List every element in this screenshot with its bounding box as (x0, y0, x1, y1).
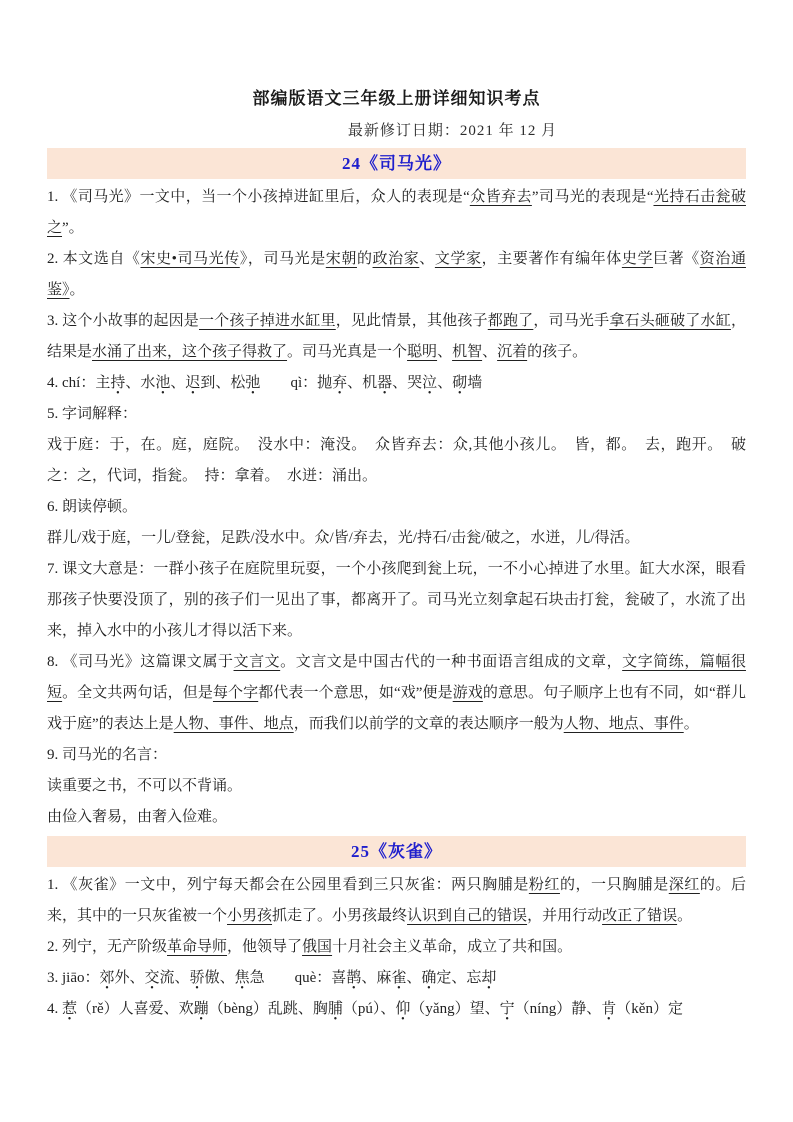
text-run: 巨著《 (653, 251, 700, 267)
text-run: 。 (69, 282, 85, 298)
underlined-text: 聪明 (407, 344, 438, 360)
emphasized-char: 骄 (189, 970, 205, 986)
text-run: 的 (356, 251, 373, 267)
text-run: qì：抛 (260, 375, 333, 391)
paragraph (47, 932, 746, 963)
underlined-text: 宋史•司马光传 (140, 251, 240, 267)
emphasized-char: 弛 (245, 375, 261, 391)
underlined-text: 光持石击瓮破之 (47, 189, 746, 236)
text-run: 。文言文是中国古代的一种书面语言组成的文章， (280, 654, 623, 670)
text-run: ，见此情景，其他孩子 (335, 313, 488, 329)
emphasized-char: 交 (144, 970, 160, 986)
emphasized-char: 弃 (332, 375, 348, 391)
text-run: 抓走了。小男孩最终 (272, 908, 408, 924)
text-run: ，结果是 (47, 313, 746, 360)
emphasized-char: 泣 (422, 375, 438, 391)
text-run: （yǎng）望、 (410, 1001, 500, 1017)
paragraph (47, 802, 746, 833)
text-run: ”司马光的表现是“ (531, 189, 654, 205)
text-run: （rě）人喜爱、欢 (77, 1001, 194, 1017)
paragraph (47, 430, 746, 492)
text-run: 的。后来，其中的一只灰雀被一个 (47, 877, 746, 924)
underlined-text: 每个字 (212, 685, 259, 701)
text-run: 的孩子。 (527, 344, 588, 360)
paragraph (47, 368, 746, 399)
emphasized-char: 蹦 (193, 1001, 209, 1017)
text-run: 的意思。句子顺序上也有不同，如“群儿戏于庭”的表达上是 (47, 685, 746, 732)
emphasized-char: 器 (377, 375, 393, 391)
text-run: ，他领导了 (227, 939, 303, 955)
underlined-text: 一个孩子掉进水缸里 (198, 313, 336, 329)
text-run: 群儿/戏于庭，一儿/登瓮，足跌/没水中。众/皆/弃去，光/持石/击瓮/破之，水迸，儿/得活。 (47, 530, 640, 546)
emphasized-char: 宁 (499, 1001, 515, 1017)
emphasized-char: 池 (155, 375, 171, 391)
revision-date: 最新修订日期：2021 年 12 月 (347, 123, 558, 139)
underlined-text: 革命导师 (167, 939, 228, 955)
paragraph (47, 244, 746, 306)
text-run: （kěn）定 (616, 1001, 683, 1017)
underlined-text: 宋朝 (325, 251, 357, 267)
text-run: 》，司马光是 (239, 251, 326, 267)
underlined-text: 机智 (452, 344, 483, 360)
text-run: ，主要著作有编年体 (481, 251, 622, 267)
emphasized-char: 仰 (395, 1001, 411, 1017)
text-run: 2. 本文选自《 (47, 251, 141, 267)
text-run: 读重要之书，不可以不背诵。 (47, 778, 243, 794)
document-title: 部编版语文三年级上册详细知识考点 (252, 89, 541, 108)
underlined-text: 改正了错误 (602, 908, 678, 924)
underlined-text: 认识到自己的错误 (407, 908, 528, 924)
paragraph (47, 182, 746, 244)
text-run: 。 (683, 716, 699, 732)
text-run: （bèng）乱跳、胸 (208, 1001, 328, 1017)
text-run: 。全文共两句话，但是 (62, 685, 213, 701)
text-run: 4. chí：主 (47, 375, 111, 391)
paragraph (47, 870, 746, 932)
text-run: 、麻 (361, 970, 392, 986)
text-run: ”。 (62, 220, 84, 236)
underlined-text: 政治家 (372, 251, 420, 267)
paragraph (47, 554, 746, 647)
text-run: 、 (406, 970, 422, 986)
text-run: 3. 这个小故事的起因是 (47, 313, 199, 329)
paragraph (47, 963, 746, 994)
text-run: 流、 (159, 970, 190, 986)
text-run: 由俭入奢易，由奢入俭难。 (47, 809, 228, 825)
underlined-text: 拿石头砸破了水缸 (609, 313, 731, 329)
text-run: 、 (437, 344, 453, 360)
text-run: 9. 司马光的名言： (47, 747, 168, 763)
text-run: 4. (47, 1001, 62, 1017)
text-run: ，而我们以前学的文章的表达顺序一般为 (293, 716, 564, 732)
text-run: què：喜 (264, 970, 347, 986)
emphasized-char: 砌 (452, 375, 468, 391)
underlined-text: 资治通鉴》 (47, 251, 746, 298)
text-run: 、水 (125, 375, 156, 391)
text-run: 1. 《灰雀》一文中，列宁每天都会在公园里看到三只灰雀：两只胸脯是 (47, 877, 529, 893)
underlined-text: 都跑了 (487, 313, 534, 329)
text-run: 傲、 (204, 970, 235, 986)
text-run: 定、忘 (436, 970, 482, 986)
emphasized-char: 却 (481, 970, 497, 986)
text-run: 5. 字词解释： (47, 406, 138, 422)
underlined-text: 俄国 (302, 939, 333, 955)
text-run: 1. 《司马光》一文中，当一个小孩掉进缸里后，众人的表现是“ (47, 189, 470, 205)
paragraph (47, 306, 746, 368)
underlined-text: 人物、地点、事件 (563, 716, 684, 732)
paragraph (47, 523, 746, 554)
underlined-text: 文学家 (434, 251, 482, 267)
text-run: ，并用行动 (527, 908, 603, 924)
text-run: 。司马光真是一个 (287, 344, 408, 360)
text-run: 2. 列宁，无产阶级 (47, 939, 168, 955)
underlined-text: 文字简练，篇幅很短 (47, 654, 746, 701)
text-run: 到、松 (200, 375, 246, 391)
emphasized-char: 脯 (327, 1001, 343, 1017)
text-run: （níng）静、 (514, 1001, 602, 1017)
text-run: 急 (249, 970, 265, 986)
paragraph (47, 771, 746, 802)
paragraph (47, 647, 746, 740)
text-run: 的，一只胸脯是 (559, 877, 669, 893)
underlined-text: 粉红 (528, 877, 560, 893)
text-run: 墙 (467, 375, 483, 391)
paragraph (47, 994, 746, 1025)
text-run: 戏于庭：于，在。庭，庭院。 没水中：淹没。 众皆弃去：众,其他小孩儿。 皆，都。 去，跑开。 破之：之，代词，指瓮。 持：拿着。 水迸：涌出。 (47, 437, 746, 484)
underlined-text: 文言文 (233, 654, 281, 670)
underlined-text: 水涌了出来，这个孩子得救了 (92, 344, 288, 360)
text-run: 。 (677, 908, 693, 924)
text-run: 6. 朗读停顿。 (47, 499, 138, 515)
emphasized-char: 肯 (601, 1001, 617, 1017)
underlined-text: 沉着 (497, 344, 528, 360)
emphasized-char: 惹 (62, 1001, 78, 1017)
emphasized-char: 迟 (185, 375, 201, 391)
underlined-text: 深红 (668, 877, 700, 893)
underlined-text: 众皆弃去 (469, 189, 532, 205)
emphasized-char: 鹊 (346, 970, 362, 986)
text-run: 外、 (114, 970, 145, 986)
text-run: 8. 《司马光》这篇课文属于 (47, 654, 234, 670)
underlined-text: 游戏 (452, 685, 483, 701)
emphasized-char: 焦 (234, 970, 250, 986)
text-run: ，司马光手 (533, 313, 610, 329)
text-run: 、 (419, 251, 435, 267)
text-run: 都代表一个意思，如“戏”便是 (258, 685, 453, 701)
text-run: 、 (437, 375, 453, 391)
section-heading: 24《司马光》 (47, 148, 746, 179)
section-heading: 25《灰雀》 (47, 836, 746, 867)
text-run: 、哭 (392, 375, 423, 391)
emphasized-char: 郊 (99, 970, 115, 986)
paragraph (47, 740, 746, 771)
emphasized-char: 确 (421, 970, 437, 986)
underlined-text: 小男孩 (227, 908, 273, 924)
text-run: 十月社会主义革命，成立了共和国。 (332, 939, 573, 955)
text-run: 3. jiāo： (47, 970, 100, 986)
paragraph (47, 492, 746, 523)
text-run: 、 (170, 375, 186, 391)
text-run: （pú）、 (342, 1001, 396, 1017)
paragraph (47, 399, 746, 430)
emphasized-char: 雀 (391, 970, 407, 986)
text-run: 、 (482, 344, 498, 360)
text-run: 7. 课文大意是：一群小孩子在庭院里玩耍，一个小孩爬到瓮上玩，一不小心掉进了水里。缸大水深，眼看那孩子快要没顶了，别的孩子们一见出了事，都离开了。司马光立刻拿起石块击打瓮，瓮破了，水流了出来，掉入水中的小孩儿才得以活下来。 (47, 561, 746, 639)
underlined-text: 人物、事件、地点 (173, 716, 294, 732)
document-content (47, 148, 746, 1025)
text-run: 、机 (347, 375, 378, 391)
emphasized-char: 持 (110, 375, 126, 391)
underlined-text: 史学 (621, 251, 654, 267)
